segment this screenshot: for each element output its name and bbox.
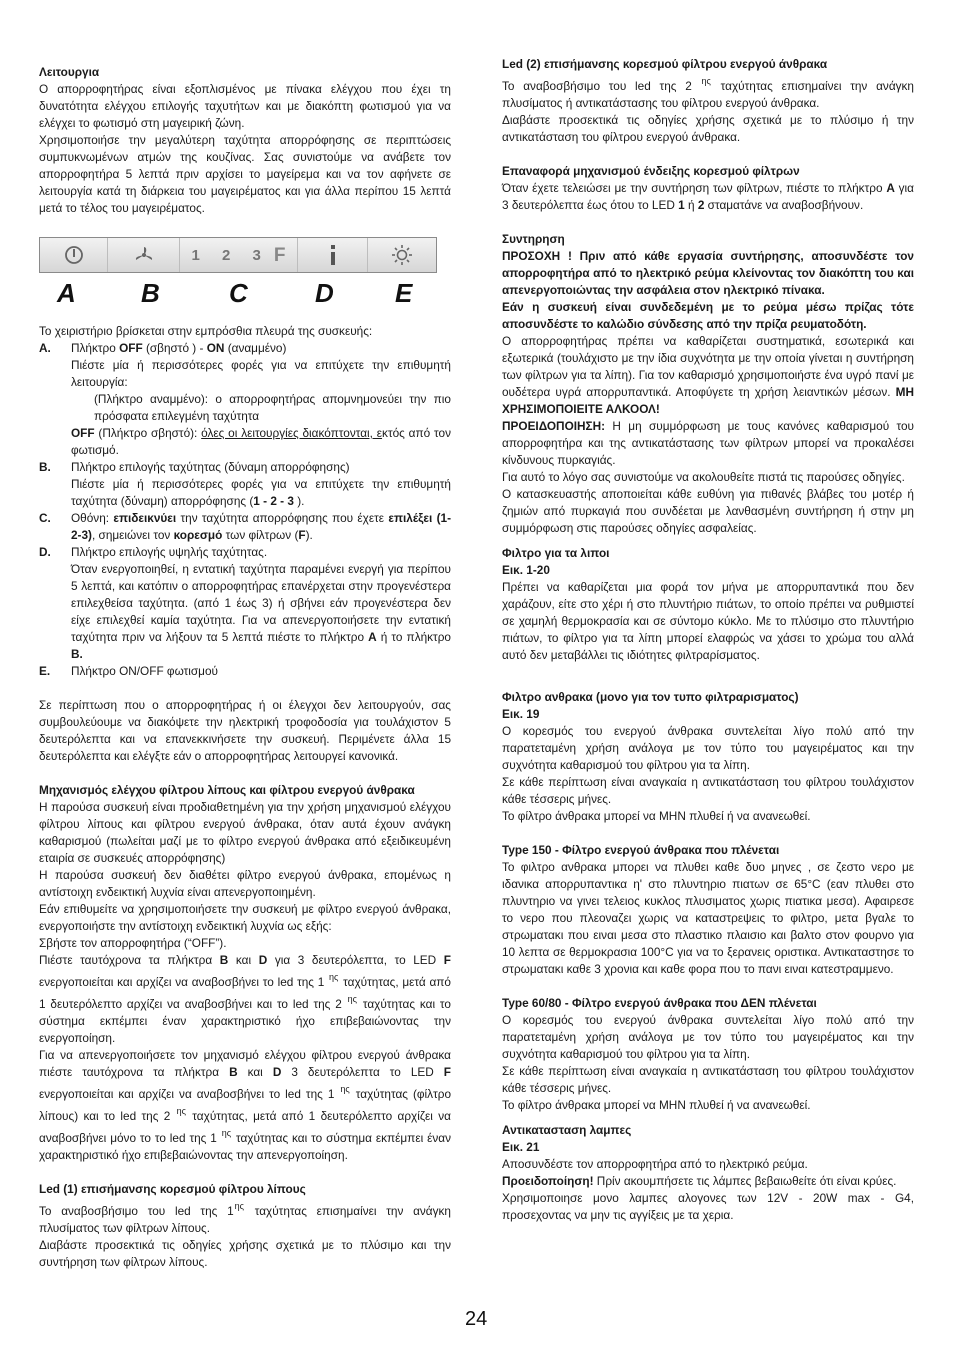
section-title-mechanism: Μηχανισμός ελέγχου φίλτρου λίπους και φίλτρου ενεργού άνθρακα (39, 783, 415, 797)
panel-letters (39, 273, 451, 313)
section-title-grease-filter: Φιλτρο για τα λιποι (502, 546, 610, 560)
fan-icon (108, 238, 180, 272)
paragraph: Για να απενεργοποιήσετε τον μηχανισμό ελέγχου φίλτρου ενεργού άνθρακα πιέστε ταυτόχρονα τα πλήκτρα B και D 3 δευτερόλεπτα το LED F ενεργοποιείται και αρχίζει να αναβοσβήνει το led της 1 $^{\eta\varsigma}$ ταχύτητας (φίλτρο λίπους) και το led της 2 $^{\eta\varsigma}$ ταχύτητας, μετά από 1 δευτερόλεπτο αρχίζει να αναβοσβήνει μόνο το το led της 1 $^{\eta\varsigma}$ ταχύτητας και το σύστημα εκπέμπει έναν χαρακτηριστικό ήχο επιβεβαιώνοντας την απενεργοποίηση. (39, 1048, 451, 1162)
section-title-type6080: Type 60/80 - Φίλτρο ενεργού άνθρακα που ΔΕΝ πλένεται (502, 996, 817, 1010)
letter-c: C (229, 277, 248, 308)
list-item-c: C. Οθόνη: επιδεικνύει την ταχύτητα απορρόφησης που έχετε επιλέξει (1-2-3), σημειώνει τον κορεσμό των φίλτρων (F). (39, 511, 452, 542)
paragraph: Σβήστε τον απορροφητήρα (“OFF”). (39, 936, 227, 950)
intensive-icon (298, 238, 368, 272)
figure-ref: Εικ. 19 (502, 707, 540, 721)
list-text: Πιέστε μία ή περισσότερες φορές για να επιτύχετε την επιθυμητή λειτουργία: (71, 358, 451, 389)
section-title-carbon-filter: Φιλτρο ανθρακα (μονο για τον τυπο φιλτραρισματος) (502, 690, 799, 704)
section-title-maintenance: Συντηρηση (502, 232, 565, 246)
list-text: OFF (Πλήκτρο σβηστό): όλες οι λειτουργίες διακόπτονται, εκτός από τον φωτισμό. (71, 426, 451, 457)
filter-indicator: F (273, 244, 286, 266)
paragraph: Όταν έχετε τελειώσει με την συντήρηση των φίλτρων, πιέστε το πλήκτρο A για 3 δευτερόλεπτα έως ότου το LED 1 ή 2 σταματάνε να αναβοσβήνουν. (502, 181, 914, 212)
letter-b: B (141, 277, 160, 308)
paragraph: Αποσυνδέστε τον απορροφητήρα από το ηλεκτρικό ρεύμα. (502, 1157, 808, 1171)
letter-e: E (395, 277, 413, 308)
list-item-b: B. Πλήκτρο επιλογής ταχύτητας (δύναμη απορρόφησης) (39, 460, 350, 474)
paragraph: Διαβάστε προσεκτικά τις οδηγίες χρήσης σχετικά με το πλύσιμο και την συντήρηση των φίλτρων λίπους. (39, 1238, 451, 1269)
warning-text: Εάν η συσκευή είναι συνδεδεμένη με το ρεύμα μέσω πρίζας τότε αποσυνδέστε το καλώδιο σύνδεσης από την πρίζα ρευματοδότη. (502, 300, 914, 331)
paragraph: Η παρούσα συσκευή δεν διαθέτει φίλτρο ενεργού άνθρακα, επομένως η αντίστοιχη ενδεικτική λυχνία είναι απενεργοποιημένη. (39, 868, 451, 899)
light-icon (368, 238, 436, 272)
paragraph: Η παρούσα συσκευή είναι προδιαθετημένη για την χρήση μηχανισμού ελέγχου φίλτρου λίπους και φίλτρου ενεργού άνθρακα, όταν αυτά έχουν ανάγκη καθαρισμού (πωλείται μαζί με το φίλτρο ενεργού άνθρακα από εξειδικευμένη εταιρία σε συσκευές απορρόφησης) (39, 800, 451, 865)
list-item-a: A. Πλήκτρο OFF (σβηστό ) - ON (αναμμένο) (39, 341, 287, 355)
right-column (502, 56, 914, 1224)
paragraph: Χρησιμοποιήσε την μεγαλύτερη ταχύτητα απορρόφησης σε περιπτώσεις συμπυκνωμένων ατμών της κουζίνας. Σας συνιστούμε να ανάβετε τον απορροφητήρα 5 λεπτά πριν αρχίσει το μαγείρεμα και να τον αφήνετε σε λειτουργία κατά τη διάρκεια του μαγειρέματος και για άλλα περίπου 15 λεπτά μετά το τέλος του μαγειρέματος. (39, 133, 451, 215)
paragraph: Ο κορεσμός του ενεργού άνθρακα συντελείται λίγο πολύ από την παρατεταμένη χρήση ανάλογα με τον τύπο του μαγειρέματος και την συχνότητα καθαρισμού του φίλτρου για τα λίπη. (502, 1013, 914, 1061)
section-title-lamp: Αντικατασταση λαμπες (502, 1123, 632, 1137)
paragraph: Διαβάστε προσεκτικά τις οδηγίες χρήσης σχετικά με το πλύσιμο ή την αντικατάσταση του φίλτρου ενεργού άνθρακα. (502, 113, 914, 144)
paragraph: Χρησιμοποιησε μονο λαμπες αλογονες των 12V - 20W max - G4, προσεχοντας να μην τις αγγίξεις με τα χερια. (502, 1191, 914, 1222)
paragraph: Το φίλτρο άνθρακα μπορεί να ΜΗΝ πλυθεί ή να ανανεωθεί. (502, 1098, 811, 1112)
paragraph: Το φιλτρο ανθρακα μπορει να πλυθει καθε δυο μηνες , σε ζεστο νερο με ιδανικα απορρυπαντικα η' στο πλυντηριο πιατων σε 65°C (εαν πλυθει στο πλυντηριο να γινει τελειος κυκλος πλυσιματος χωρις πιατικα μεσα). Αφαιρεσε το νερο που πλεοναζει χωρις να καταστρεψεις το φιλτρο, μετα βγαλε το στρωματακι που ειναι μεσα στο πλαστικο πλαισιο και βαλτο στον φουρνο για 10 λεπτα σε θερμοκρασια 100°C για να το ξερανεις οριστικα. Αντικαταστησε το στρωματακι καθε 3 χρονια και καθε φορα που το πανι ειναι κατεστραμμενο. (502, 860, 914, 976)
figure-ref: Εικ. 1-20 (502, 563, 550, 577)
letter-d: D (315, 277, 334, 308)
figure-ref: Εικ. 21 (502, 1140, 540, 1154)
paragraph: Πρέπει να καθαρίζεται μια φορά τον μήνα με απορρυπαντικά που δεν χαράζουν, είτε στο χέρι ή στο πλυντήριο πιάτων, το οποίο πρέπει να ρυθμιστεί σε χαμηλή θερμοκρασία και σε σύντομο κύκλο. Με το πλύσιμο στο πλυντήριο πιάτων, το φίλτρο για τα λίπη μπορεί ελαφρώς να χάσει το χρώμα του αλλά αυτό δεν μεταβάλλει τις ιδιότητες φιλτραρίσματος. (502, 580, 914, 662)
list-text: (Πλήκτρο αναμμένο): ο απορροφητήρας απομνημονεύει την πιο πρόσφατα επιλεγμένη ταχύτητα (94, 392, 451, 423)
paragraph: Για αυτό το λόγο σας συνιστούμε να ακολουθείτε πιστά τις παρούσες οδηγίες. (502, 470, 905, 484)
paragraph: Ο απορροφητήρας είναι εξοπλισμένος με πίνακα ελέγχου που έχει τη δυνατότητα ελέγχου επιλογής ταχυτήτων και με διακόπτη φωτισμού για να ελέγχει το φωτισμό στη μαγειρική ζώνη. (39, 82, 451, 130)
paragraph: Ο κατασκευαστής αποποιείται κάθε ευθύνη για πιθανές βλάβες του μοτέρ ή ζημιών από πυρκαγιά που συνδέεται με λανθασμένη συντήρηση ή στην μη συμμόρφωση στις παρούσες οδηγίες ασφαλείας. (502, 487, 914, 535)
paragraph: Το αναβοσβήσιμο του led της $1^{\eta\varsigma}$ ταχύτητας επισημαίνει την ανάγκη πλυσίματος των φίλτρων λίπους. (39, 1201, 451, 1235)
paragraph: ΠΡΟΕΙΔΟΠΟΙΗΣΗ: Η μη συμμόρφωση με τους κανόνες καθαρισμού του απορροφητήρα και της αντικατάστασης των φίλτρων μπορεί να προκαλέσει κίνδυνους πυρκαγιάς. (502, 419, 914, 467)
panel-intro: Το χειριστήριο βρίσκεται στην εμπρόσθια πλευρά της συσκευής: (39, 324, 373, 338)
section-title-type150: Type 150 - Φίλτρο ενεργού άνθρακα που πλένεται (502, 843, 780, 857)
paragraph: Ο απορροφητήρας πρέπει να καθαρίζεται συστηματικά, εσωτερικά και εξωτερικά (τουλάχιστο με την ίδια συχνότητα με την οποία γίνεται η συντήρηση των φίλτρων για τα λίπη). Για τον καθαρισμό χρησιμοποιήστε ένα υγρό πανί με ουδέτερα υγρά απορρυπαντικά. Αποφύγετε τη χρήση λειαντικών μέσων. ΜΗ ΧΡΗΣΙΜΟΠΟΙΕΙΤΕ ΑΛΚΟΟΛ! (502, 334, 914, 416)
letter-a: A (57, 277, 76, 308)
section-title-led2: Led (2) επισήμανσης κορεσμού φίλτρου ενεργού άνθρακα (502, 57, 828, 71)
paragraph: Προειδοποίηση! Πρίν ακουμπήσετε τις λάμπες βεβαιωθείτε ότι είναι κρύες. (502, 1174, 897, 1188)
paragraph: Ο κορεσμός του ενεργού άνθρακα συντελείται λίγο πολύ από την παρατεταμένη χρήση ανάλογα με τον τύπο του μαγειρέματος και την συχνότητα καθαρισμού του φίλτρου για τα λίπη. (502, 724, 914, 772)
page-number: 24 (465, 1308, 488, 1330)
paragraph: Το αναβοσβήσιμο του led της 2 $^{\eta\varsigma}$ ταχύτητας επισημαίνει την ανάγκη πλυσίματος ή αντικατάστασης του φίλτρου ενεργού άνθρακα. (502, 76, 914, 110)
list-text: Όταν ενεργοποιηθεί, η εντατική ταχύτητα παραμένει ενεργή για περίπου 5 λεπτά, και κατόπιν ο απορροφητήρας επανέρχεται στην προγενέστερα επιλεχθείσα ταχύτητα. (από 1 έως 3) ή σβήνει εάν προγενέστερα δεν είχε επιλεχθεί καμία ταχύτητα. Για να απενεργοποιήσετε την εντατική ταχύτητα πριν να λήξουν τα 5 λεπτά πιέστε το πλήκτρο A ή το πλήκτρο B. (71, 562, 451, 661)
warning-text: ΠΡΟΣΟΧΗ ! Πριν από κάθε εργασία συντήρησης, αποσυνδέστε τον απορροφητήρα από το ηλεκτρικό ρεύμα κλείνοντας τον διακόπτη του και απενεργοποιώντας την ασφάλεια στον ηλεκτρικό πίνακα. (502, 249, 914, 297)
list-item-d: D. Πλήκτρο επιλογής υψηλής ταχύτητας. (39, 545, 268, 559)
speed-display (180, 238, 298, 272)
list-text: Πιέστε μία ή περισσότερες φορές για να επιτύχετε την επιθυμητή ταχύτητα (δύναμη) απορρόφησης (1 - 2 - 3 ). (71, 477, 451, 508)
left-column (39, 64, 451, 1271)
paragraph: Το φίλτρο άνθρακα μπορεί να ΜΗΝ πλυθεί ή να ανανεωθεί. (502, 809, 811, 823)
section-title-led1: Led (1) επισήμανσης κορεσμού φίλτρου λίπους (39, 1182, 306, 1196)
paragraph: Σε κάθε περίπτωση είναι αναγκαία η αντικατάσταση του φίλτρου τουλάχιστον κάθε τέσσερις μήνες. (502, 775, 914, 806)
section-title-operation: Λειτουργια (39, 65, 100, 79)
paragraph: Σε περίπτωση που ο απορροφητήρας ή οι έλεγχοι δεν λειτουργούν, σας συμβουλεύουμε να διακόψετε την ηλεκτρική τροφοδοσία για τουλάχιστον 5 δευτερόλεπτα και να επανεκκινήσετε την συσκευή. Περιμένετε άλλα 15 δευτερόλεπτα και ελέγξτε εάν ο απορροφητήρας λειτουργεί κανονικά. (39, 698, 451, 763)
power-icon (40, 238, 108, 272)
list-item-e: E. Πλήκτρο ON/OFF φωτισμού (39, 664, 218, 678)
section-title-reset: Επαναφορά μηχανισμού ένδειξης κορεσμού φίλτρων (502, 164, 800, 178)
speed-digits: 1 2 3 (191, 246, 270, 264)
paragraph: Πιέστε ταυτόχρονα τα πλήκτρα B και D για 3 δευτερόλεπτα, το LED F ενεργοποιείται και αρχίζει να αναβοσβήνει το led της 1 $^{\eta\varsigma}$ ταχύτητας, μετά από 1 δευτερόλεπτο αρχίζει να αναβοσβήνει και το led της 2 $^{\eta\varsigma}$ ταχύτητας και το σύστημα εκπέμπει έναν χαρακτηριστικό ήχο επιβεβαιώνοντας την ενεργοποίηση. (39, 953, 451, 1045)
control-panel-illustration (39, 237, 437, 273)
paragraph: Εάν επιθυμείτε να χρησιμοποιήσετε την συσκευή με φίλτρο ενεργού άνθρακα, ενεργοποιήστε την αντίστοιχη ενδεικτική λυχνία ως εξής: (39, 902, 451, 933)
paragraph: Σε κάθε περίπτωση είναι αναγκαία η αντικατάσταση του φίλτρου τουλάχιστον κάθε τέσσερις μήνες. (502, 1064, 914, 1095)
